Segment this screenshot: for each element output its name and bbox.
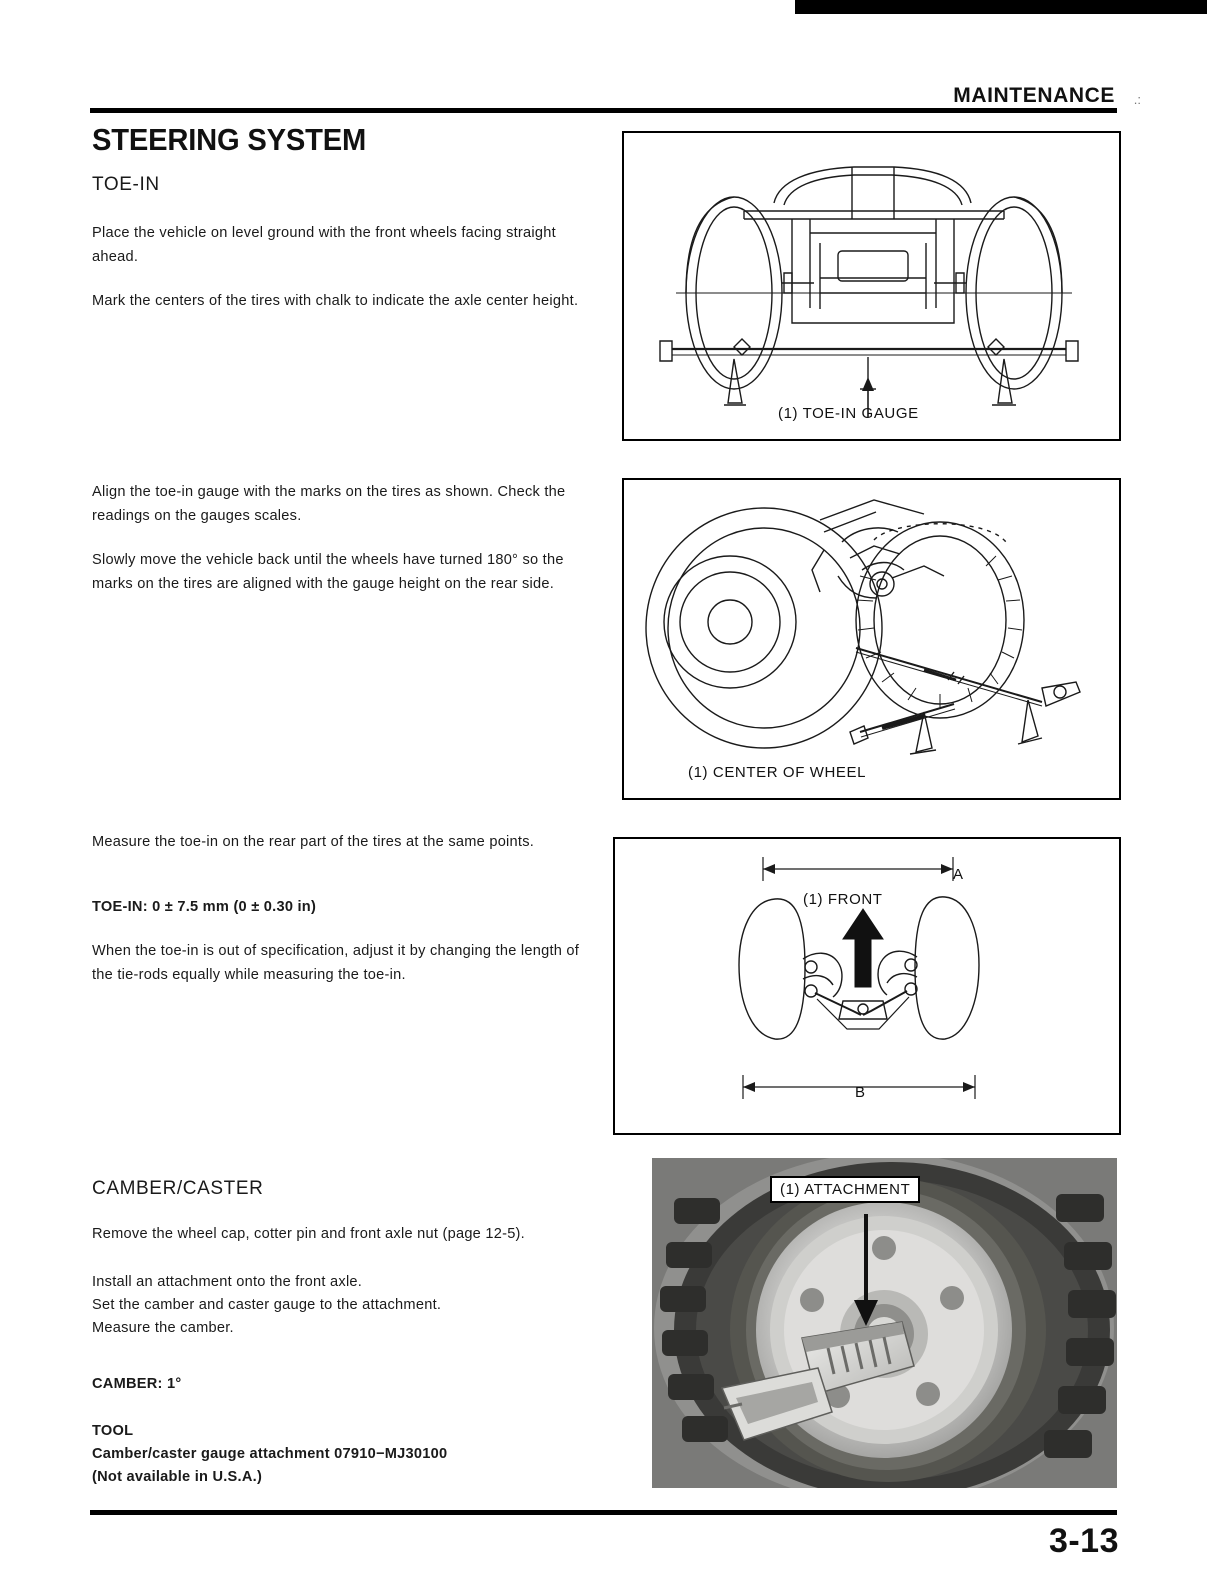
paragraph-remove-wheel-cap: Remove the wheel cap, cotter pin and front axle nut (page 12-5). [92, 1226, 525, 1242]
figure-4-caption: (1) ATTACHMENT [770, 1176, 920, 1203]
tool-heading: TOOL [92, 1423, 134, 1439]
paragraph-set-gauge: Set the camber and caster gauge to the attachment. [92, 1297, 442, 1313]
page-header-title: MAINTENANCE [953, 84, 1115, 107]
tool-availability: (Not available in U.S.A.) [92, 1469, 263, 1485]
figure-3-caption: (1) FRONT [803, 891, 883, 908]
spec-camber: CAMBER: 1° [92, 1376, 182, 1392]
figure-toe-in-gauge [622, 131, 1121, 441]
header-rule [90, 108, 1117, 113]
figure-3-label-b: B [855, 1084, 866, 1101]
paragraph-adjust-tierods: When the toe-in is out of specification, adjust it by changing the length of the tie-rods equally while measuring the toe-in. [92, 943, 580, 983]
paragraph-mark-centers: Mark the centers of the tires with chalk to indicate the axle center height. [92, 293, 579, 309]
subsection-title-camber-caster: CAMBER/CASTER [92, 1178, 264, 1199]
figure-1-caption: (1) TOE-IN GAUGE [778, 405, 919, 422]
figure-2-caption: (1) CENTER OF WHEEL [688, 764, 867, 781]
figure-1-illustration [624, 133, 1115, 435]
paragraph-install-attachment: Install an attachment onto the front axle. [92, 1274, 363, 1290]
spec-toe-in: TOE-IN: 0 ± 7.5 mm (0 ± 0.30 in) [92, 899, 317, 915]
figure-toe-in-measurement [613, 837, 1121, 1135]
figure-2-illustration [624, 480, 1115, 794]
section-title: STEERING SYSTEM [92, 122, 367, 157]
figure-3-label-a: A [953, 866, 964, 883]
paragraph-move-vehicle: Slowly move the vehicle back until the wheels have turned 180° so the marks on the tires are aligned with the gauge height on the rear side. [92, 552, 564, 592]
top-black-band [795, 0, 1207, 14]
header-dot-mark: .: [1133, 92, 1141, 107]
paragraph-level-ground: Place the vehicle on level ground with the front wheels facing straight ahead. [92, 225, 556, 265]
tool-name: Camber/caster gauge attachment 07910−MJ30100 [92, 1446, 448, 1462]
figure-center-of-wheel [622, 478, 1121, 800]
figure-4-photo [652, 1158, 1117, 1488]
paragraph-measure-rear: Measure the toe-in on the rear part of the tires at the same points. [92, 834, 535, 850]
figure-camber-attachment-photo [652, 1158, 1117, 1488]
page-number: 3-13 [1048, 1522, 1119, 1560]
paragraph-measure-camber: Measure the camber. [92, 1320, 234, 1336]
footer-rule [90, 1510, 1117, 1515]
paragraph-align-gauge: Align the toe-in gauge with the marks on the tires as shown. Check the readings on the gauges scales. [92, 484, 566, 524]
subsection-title-toe-in: TOE-IN [92, 174, 160, 195]
